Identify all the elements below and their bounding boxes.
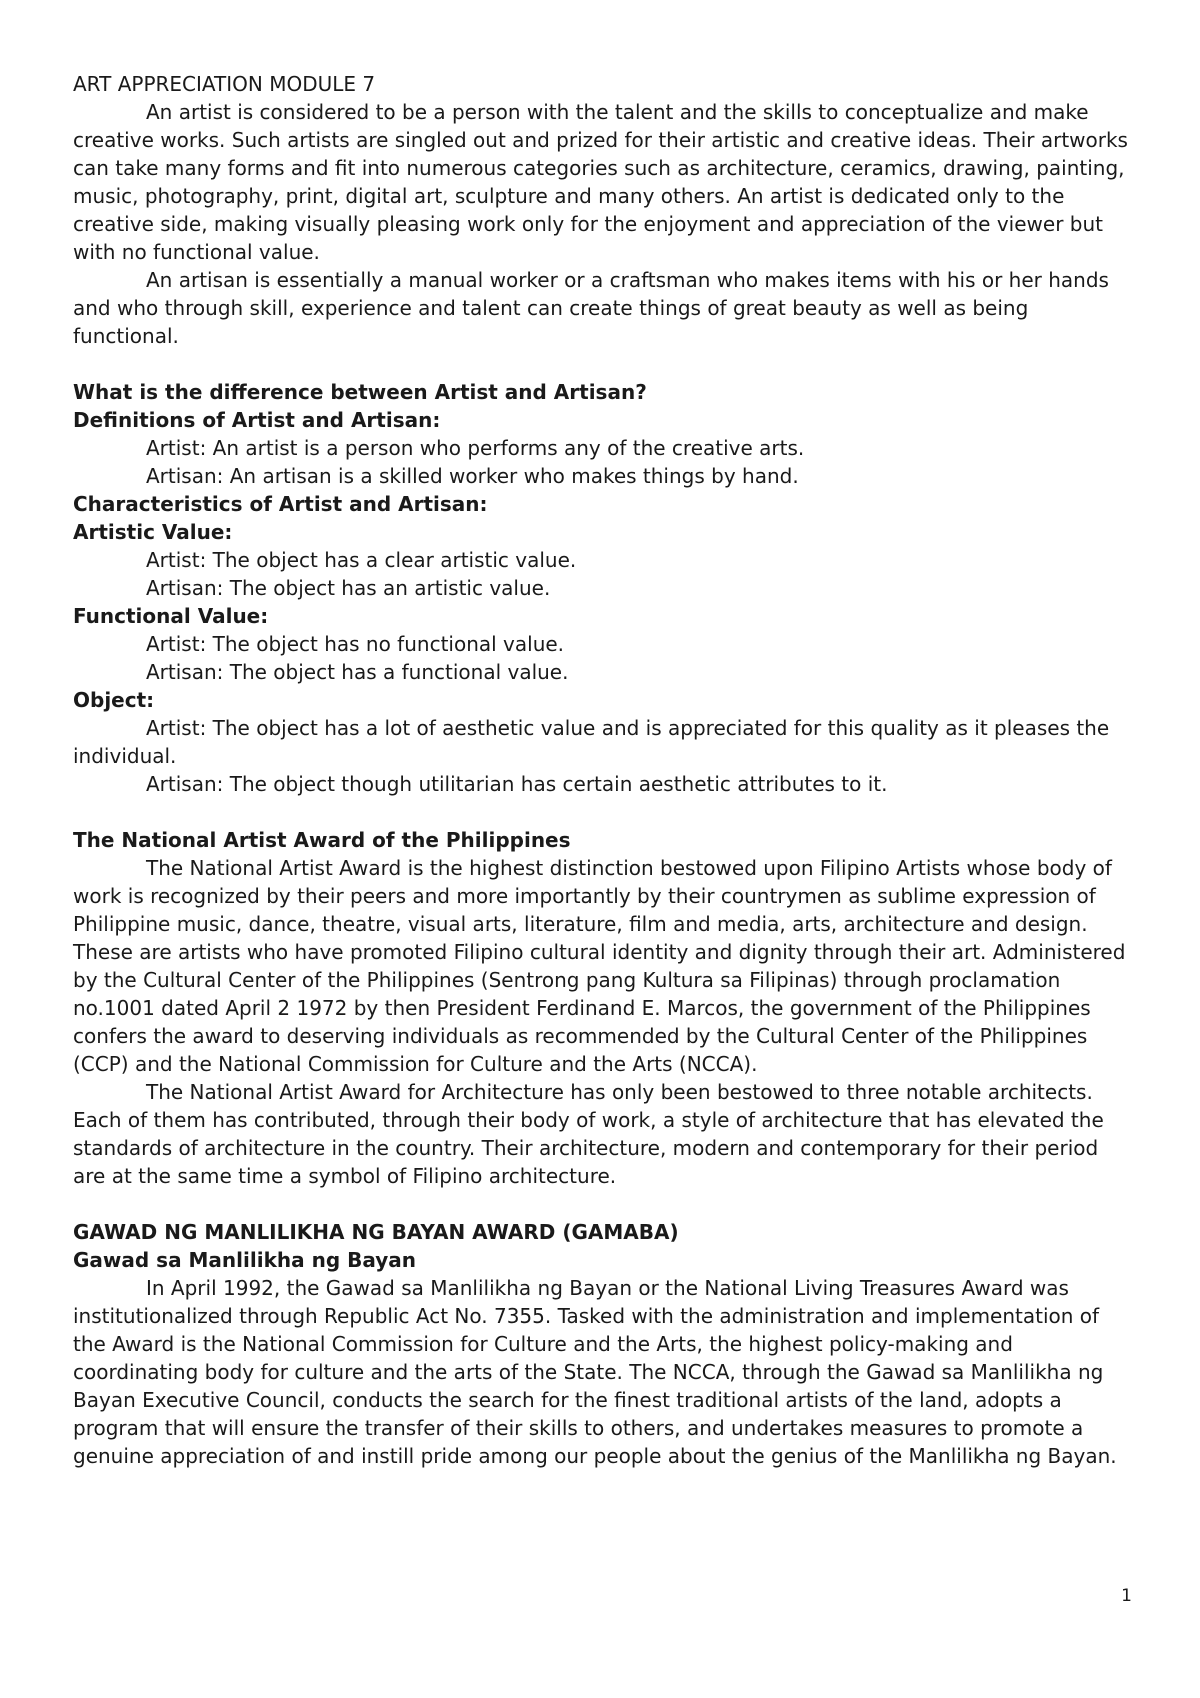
- difference-heading: What is the difference between Artist and Artisan?: [73, 380, 647, 404]
- gamaba-paragraph: In April 1992, the Gawad sa Manlilikha ng Bayan or the National Living Treasures Award was institutionalized through Republic Act No. 7355. Tasked with the administration and implementation of the Award is the National Commission for Culture and the Arts, the highest policy-making and coordinating body for culture and the arts of the State. The NCCA, through the Gawad sa Manlilikha ng Bayan Executive Council, conducts the search for the finest traditional artists of the land, adopts a program that will ensure the transfer of their skills to others, and undertakes measures to promote a genuine appreciation of and instill pride among our people about the genius of the Manlilikha ng Bayan.: [73, 1276, 1117, 1468]
- section-gap: [73, 350, 1135, 378]
- section-gap: [73, 798, 1135, 826]
- intro-paragraph-artist: An artist is considered to be a person with the talent and the skills to conceptualize and make creative works. Such artists are singled out and prized for their artistic and creative ideas. Their artworks can take many forms and fit into numerous categories such as architecture, ceramics, drawing, painting, music, photography, print, digital art, sculpture and many others. An artist is dedicated only to the creative side, making visually pleasing work only for the enjoyment and appreciation of the viewer but with no functional value.: [73, 100, 1128, 264]
- functional-value-heading: Functional Value:: [73, 604, 269, 628]
- national-artist-paragraph: The National Artist Award is the highest distinction bestowed upon Filipino Artists whose body of work is recognized by their peers and more importantly by their countrymen as sublime expression of Philippine music, dance, theatre, visual arts, literature, film and media, arts, architecture and design. These are artists who have promoted Filipino cultural identity and dignity through their art. Administered by the Cultural Center of the Philippines (Sentrong pang Kultura sa Filipinas) through proclamation no.1001 dated April 2 1972 by then President Ferdinand E. Marcos, the government of the Philippines confers the award to deserving individuals as recommended by the Cultural Center of the Philippines (CCP) and the National Commission for Culture and the Arts (NCCA).: [73, 856, 1126, 1076]
- characteristics-heading: Characteristics of Artist and Artisan:: [73, 492, 488, 516]
- national-artist-heading: The National Artist Award of the Philippines: [73, 828, 571, 852]
- definitions-heading: Definitions of Artist and Artisan:: [73, 408, 441, 432]
- definition-artist: Artist: An artist is a person who performs any of the creative arts.: [146, 436, 805, 460]
- gamaba-heading: GAWAD NG MANLILIKHA NG BAYAN AWARD (GAMABA): [73, 1220, 679, 1244]
- document-page: [73, 70, 1135, 1470]
- definition-artisan: Artisan: An artisan is a skilled worker who makes things by hand.: [146, 464, 799, 488]
- intro-paragraph-artisan: An artisan is essentially a manual worker or a craftsman who makes items with his or her hands and who through skill, experience and talent can create things of great beauty as well as being functional.: [73, 268, 1109, 348]
- module-title: ART APPRECIATION MODULE 7: [73, 72, 376, 96]
- object-artist: Artist: The object has a lot of aesthetic value and is appreciated for this quality as it pleases the individual.: [73, 716, 1110, 768]
- object-heading: Object:: [73, 688, 155, 712]
- functional-value-artist: Artist: The object has no functional value.: [146, 632, 565, 656]
- artistic-value-artisan: Artisan: The object has an artistic value.: [146, 576, 551, 600]
- section-gap: [73, 1190, 1135, 1218]
- functional-value-artisan: Artisan: The object has a functional value.: [146, 660, 569, 684]
- national-artist-architecture-paragraph: The National Artist Award for Architecture has only been bestowed to three notable architects. Each of them has contributed, through their body of work, a style of architecture that has elevated the standards of architecture in the country. Their architecture, modern and contemporary for their period are at the same time a symbol of Filipino architecture.: [73, 1080, 1104, 1188]
- artistic-value-heading: Artistic Value:: [73, 520, 233, 544]
- artistic-value-artist: Artist: The object has a clear artistic value.: [146, 548, 577, 572]
- object-artisan: Artisan: The object though utilitarian has certain aesthetic attributes to it.: [146, 772, 888, 796]
- page-number: 1: [1121, 1586, 1132, 1606]
- gamaba-subheading: Gawad sa Manlilikha ng Bayan: [73, 1248, 416, 1272]
